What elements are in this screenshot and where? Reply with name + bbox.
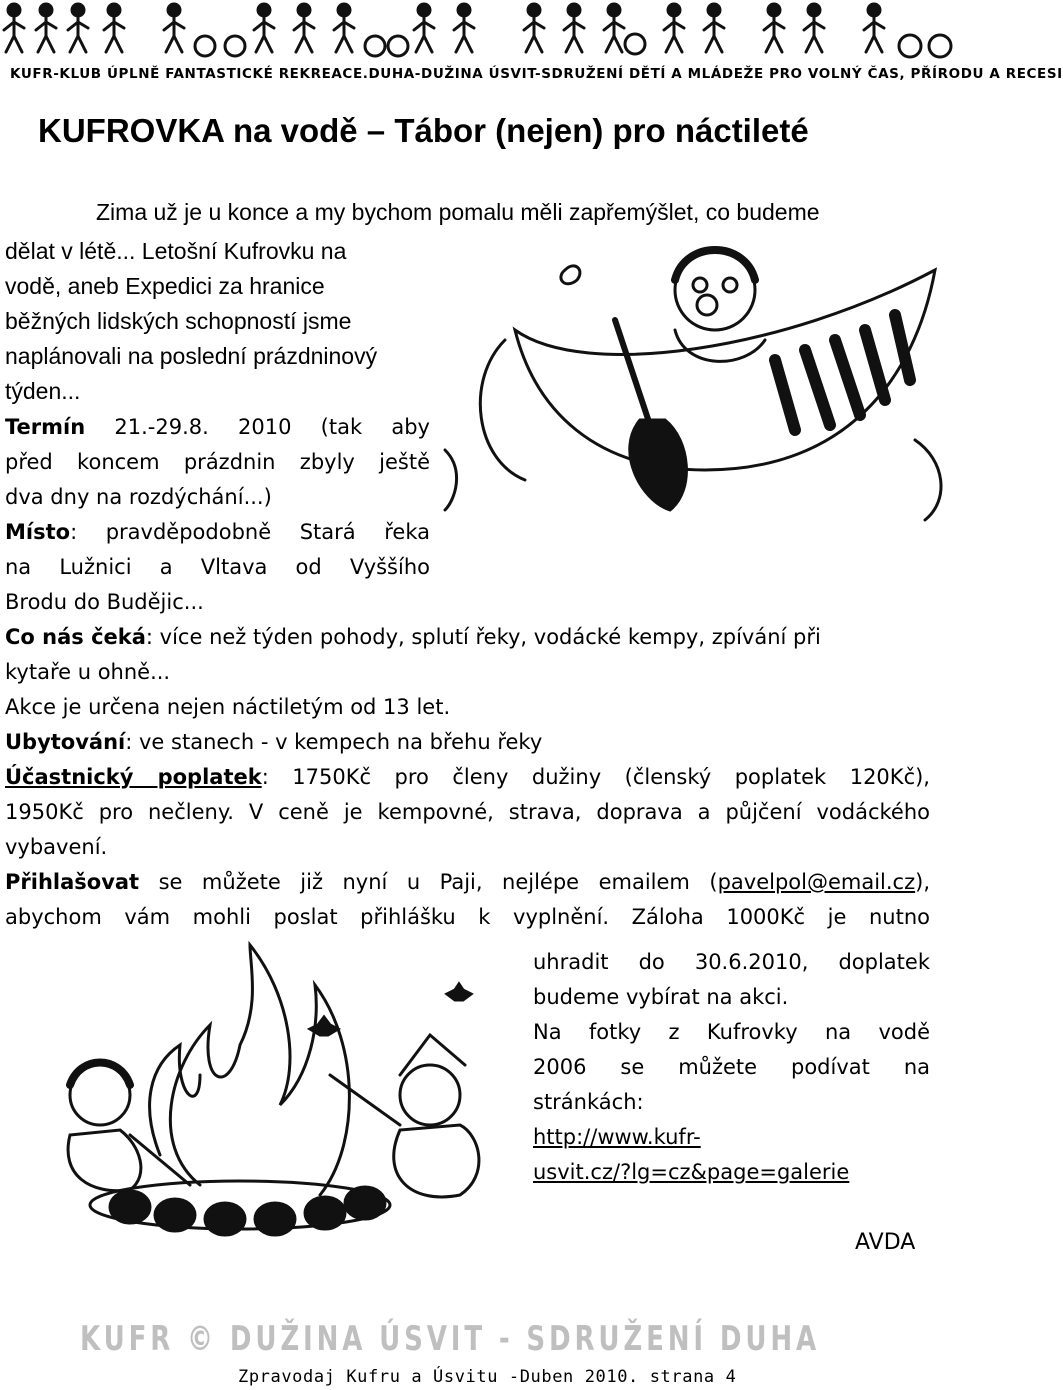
article-title: KUFROVKA na vodě – Tábor (nejen) pro náctileté xyxy=(38,112,809,149)
ceka-text: kytaře u ohně... xyxy=(5,660,171,684)
intro-paragraph xyxy=(5,234,430,409)
misto-text: na Lužnici a Vltava od Vyššího xyxy=(5,555,430,579)
poplatek-text: : 1750Kč pro členy dužiny (členský poplatek 120Kč), xyxy=(261,765,930,789)
footer-logo xyxy=(80,1318,1046,1359)
campfire-illustration xyxy=(0,945,520,1245)
termin-text: 21.-29.8. 2010 (tak aby xyxy=(114,415,430,439)
photos-line: 2006 se můžete podívat na xyxy=(533,1055,930,1079)
prihlasovat-text: ), xyxy=(915,870,930,894)
photos-line: Na fotky z Kufrovky na vodě xyxy=(533,1020,930,1044)
ceka-text: : více než týden pohody, splutí řeky, vodácké kempy, zpívání při xyxy=(145,625,821,649)
intro-line: běžných lidských schopností jsme xyxy=(5,308,352,334)
misto-text: : pravděpodobně Stará řeka xyxy=(70,520,430,544)
akce-text: Akce je určena nejen náctiletým od 13 let. xyxy=(5,695,451,719)
intro-line: Zima už je u konce a my bychom pomalu měli zapřemýšlet, co budeme xyxy=(96,199,820,225)
intro-line: naplánovali na poslední prázdninový xyxy=(5,343,378,369)
ceka-label: Co nás čeká xyxy=(5,625,146,649)
ubytovani-text: : ve stanech - v kempech na břehu řeky xyxy=(125,730,543,754)
footer-logo-text: KUFR © DUŽINA ÚSVIT - SDRUŽENÍ DUHA xyxy=(80,1319,1046,1359)
prihlasovat-label: Přihlašovat xyxy=(5,870,140,894)
intro-line: vodě, aneb Expedici za hranice xyxy=(5,273,325,299)
photos-line: stránkách: xyxy=(533,1090,644,1114)
ubytovani-label: Ubytování xyxy=(5,730,126,754)
info-paragraph xyxy=(5,620,930,935)
payment-line: budeme vybírat na akci. xyxy=(533,985,789,1009)
footer-page-info: Zpravodaj Kufru a Úsvitu -Duben 2010. strana 4 xyxy=(238,1367,737,1387)
header-tagline: KUFR-KLUB ÚPLNĚ FANTASTICKÉ REKREACE.DUHA-DUŽINA ÚSVIT-SDRUŽENÍ DĚTÍ A MLÁDEŽE PRO VOLNÝ ČAS, PŘÍRODU A RECESI xyxy=(10,66,1063,82)
misto-text: Brodu do Budějic... xyxy=(5,590,204,614)
prihlasovat-text: abychom vám mohli poslat přihlášku k vyplnění. Záloha 1000Kč je nutno xyxy=(5,905,930,929)
termin-label: Termín xyxy=(5,415,86,439)
poplatek-text: vybavení. xyxy=(5,835,108,859)
email-link[interactable]: pavelpol@email.cz xyxy=(717,870,916,894)
intro-line: týden... xyxy=(5,378,81,404)
gallery-link[interactable]: http://www.kufr- xyxy=(533,1125,701,1149)
gallery-link[interactable]: usvit.cz/?lg=cz&page=galerie xyxy=(533,1160,850,1184)
header-figures-illustration xyxy=(0,0,960,62)
intro-line: dělat v létě... Letošní Kufrovku na xyxy=(5,238,347,264)
poplatek-label: Účastnický poplatek xyxy=(5,765,262,789)
canoe-illustration xyxy=(445,240,955,560)
misto-label: Místo xyxy=(5,520,71,544)
author-signature: AVDA xyxy=(855,1230,916,1255)
payment-line: uhradit do 30.6.2010, doplatek xyxy=(533,950,930,974)
details-block xyxy=(5,410,430,620)
termin-text: dva dny na rozdýchání...) xyxy=(5,485,272,509)
payment-paragraph xyxy=(533,945,930,1190)
poplatek-text: 1950Kč pro nečleny. V ceně je kempovné, strava, doprava a půjčení vodáckého xyxy=(5,800,930,824)
prihlasovat-text: se můžete již nyní u Paji, nejlépe emailem ( xyxy=(139,870,718,894)
termin-text: před koncem prázdnin zbyly ještě xyxy=(5,450,430,474)
